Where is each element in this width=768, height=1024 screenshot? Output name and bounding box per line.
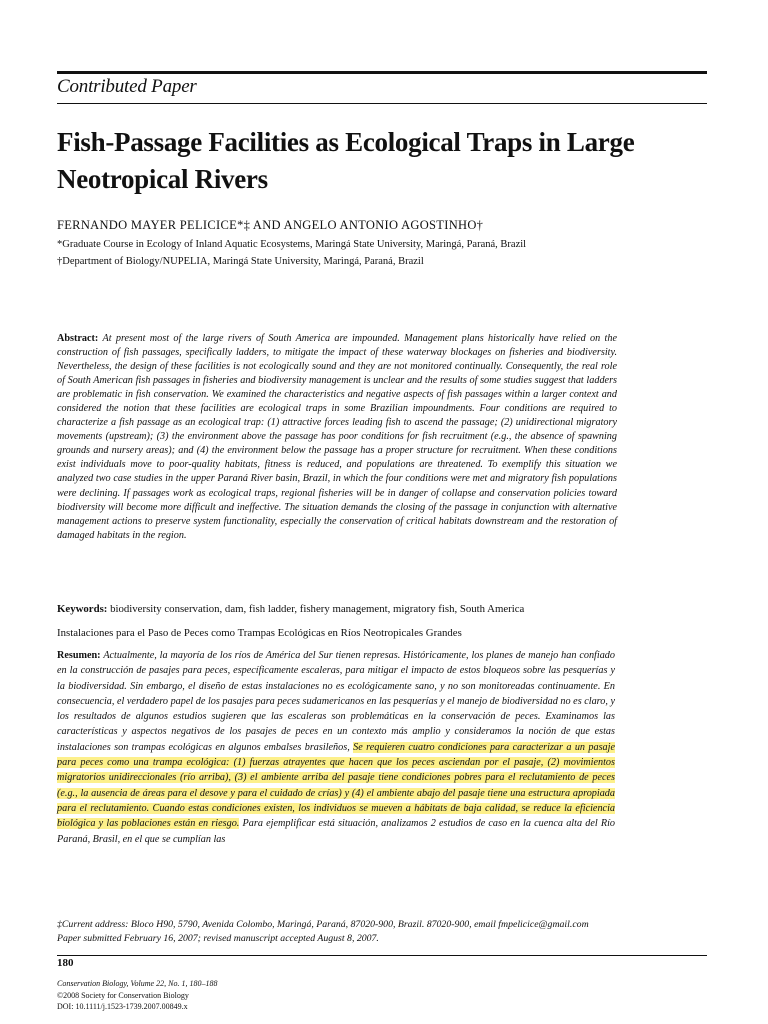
page-number: 180 (57, 957, 74, 969)
paper-title: Fish-Passage Facilities as Ecological Traps in Large Neotropical Rivers (57, 127, 635, 194)
footnote-address: ‡Current address: Bloco H90, 5790, Avenida Colombo, Maringá, Paraná, 87020-900, Brazil. 87020-900, email fmpelicice@gmail.com (57, 919, 589, 930)
footnote-submission: Paper submitted February 16, 2007; revised manuscript accepted August 8, 2007. (57, 933, 379, 944)
header-rule-thin (57, 103, 707, 104)
paper-page (57, 0, 707, 1024)
keywords-label: Keywords: (57, 603, 108, 615)
section-label: Contributed Paper (57, 76, 197, 97)
affiliation-2: †Department of Biology/NUPELIA, Maringá State University, Maringá, Paraná, Brazil (57, 256, 424, 267)
abstract (57, 332, 617, 543)
resumen-text-after: Para ejemplificar está situación, analizamos 2 estudios de caso en la cuenca alta del Río Paraná, Brasil, en el que se cumplían las (57, 818, 615, 845)
header-rule-thick (57, 71, 707, 74)
journal-citation: Conservation Biology, Volume 22, No. 1, 180–188 (57, 979, 218, 988)
resumen-label: Resumen: (57, 650, 101, 661)
author-list: FERNANDO MAYER PELICICE*‡ AND ANGELO ANTONIO AGOSTINHO† (57, 218, 484, 232)
spanish-title: Instalaciones para el Paso de Peces como Trampas Ecológicas en Ríos Neotropicales Grandes (57, 627, 462, 639)
resumen-highlight: Se requieren cuatro condiciones para caracterizar a un pasaje para peces como una trampa ecológica: (1) fuerzas atrayentes que hacen que los peces asciendan por el pasaje, (2) movimientos migratorios unidireccionales (río arriba), (3) el ambiente arriba del pasaje tiene condiciones pobres para el reclutamiento de peces (e.g., la ausencia de áreas para el desove y para el cuidado de crías) y (4) el ambiente abajo del pasaje tiene una estructura apropiada para el reclutamiento. Cuando estas condiciones existen, los individuos se mueven a hábitats de baja calidad, se reduce la eficiencia biológica y las poblaciones están en riesgo. (57, 741, 615, 830)
affiliation-1: *Graduate Course in Ecology of Inland Aquatic Ecosystems, Maringá State University, Maringá, Paraná, Brazil (57, 239, 527, 250)
journal-info (57, 978, 217, 1013)
journal-copyright: ©2008 Society for Conservation Biology (57, 990, 189, 1000)
footer-rule (57, 955, 707, 956)
abstract-label: Abstract: (57, 333, 99, 344)
footnotes (57, 918, 707, 946)
resumen-text-before: Actualmente, la mayoría de los ríos de América del Sur tienen represas. Históricamente, los planes de manejo han confiado en la construcción de pasajes para peces, específicamente escaleras, para mitigar el impacto de estos bloqueos sobre las pesquerías y la biodiversidad. Sin embargo, el diseño de estas instalaciones no es ecológicamente sano, y no son monitoreadas continuamente. En consecuencia, el verdadero papel de los pasajes para peces sudamericanos en las pesquerías y el manejo de biodiversidad no es claro, y los resultados de algunos estudios sugieren que las escaleras son problemáticas en la conservación de peces. Examinamos las características y aspectos negativos de los pasajes de peces en un contexto más amplio y consideramos la noción de que estas instalaciones son trampas ecológicas en algunos embalses brasileños, (57, 650, 615, 753)
abstract-text: At present most of the large rivers of South America are impounded. Management plans historically have relied on the construction of fish passages, specifically ladders, to mitigate the impact of these waterway blockages on fisheries and biodiversity. Nevertheless, the design of these facilities is not ecologically sound and they are not monitored continually. Consequently, the real role of South American fish passages in fisheries and biodiversity management is unclear and the results of some studies suggest that ladders are problematic in fish conservation. We examined the characteristics and negative aspects of fish passages within a larger context and considered the notion that these facilities are ecological traps in some Brazilian impoundments. Four conditions are required to characterize a fish passage as an ecological trap: (1) attractive forces leading fish to ascend the passage; (2) unidirectional migratory movements (upstream); (3) the environment above the passage has poor conditions for fish recruitment (e.g., the absence of spawning grounds and nursery areas); and (4) the environment below the passage has a proper structure for recruitment. When these conditions exist individuals move to poor-quality habitats, fitness is reduced, and populations are threatened. To exemplify this situation we analyzed two case studies in the upper Paraná River basin, Brazil, in which the four conditions were met and migratory fish populations were declining. If passages work as ecological traps, regional fisheries will be in danger of collapse and conservation policies toward biodiversity will become more difficult and ineffective. The situation demands the closing of the passage in conjunction with alternative management actions to preserve system functionality, especially the conservation of critical habitats downstream and the restoration of damaged habitats in the region. (57, 333, 617, 541)
keywords-text: biodiversity conservation, dam, fish ladder, fishery management, migratory fish, South America (110, 603, 525, 615)
resumen (57, 648, 615, 847)
keywords (57, 603, 707, 615)
journal-doi: DOI: 10.1111/j.1523-1739.2007.00849.x (57, 1002, 188, 1011)
